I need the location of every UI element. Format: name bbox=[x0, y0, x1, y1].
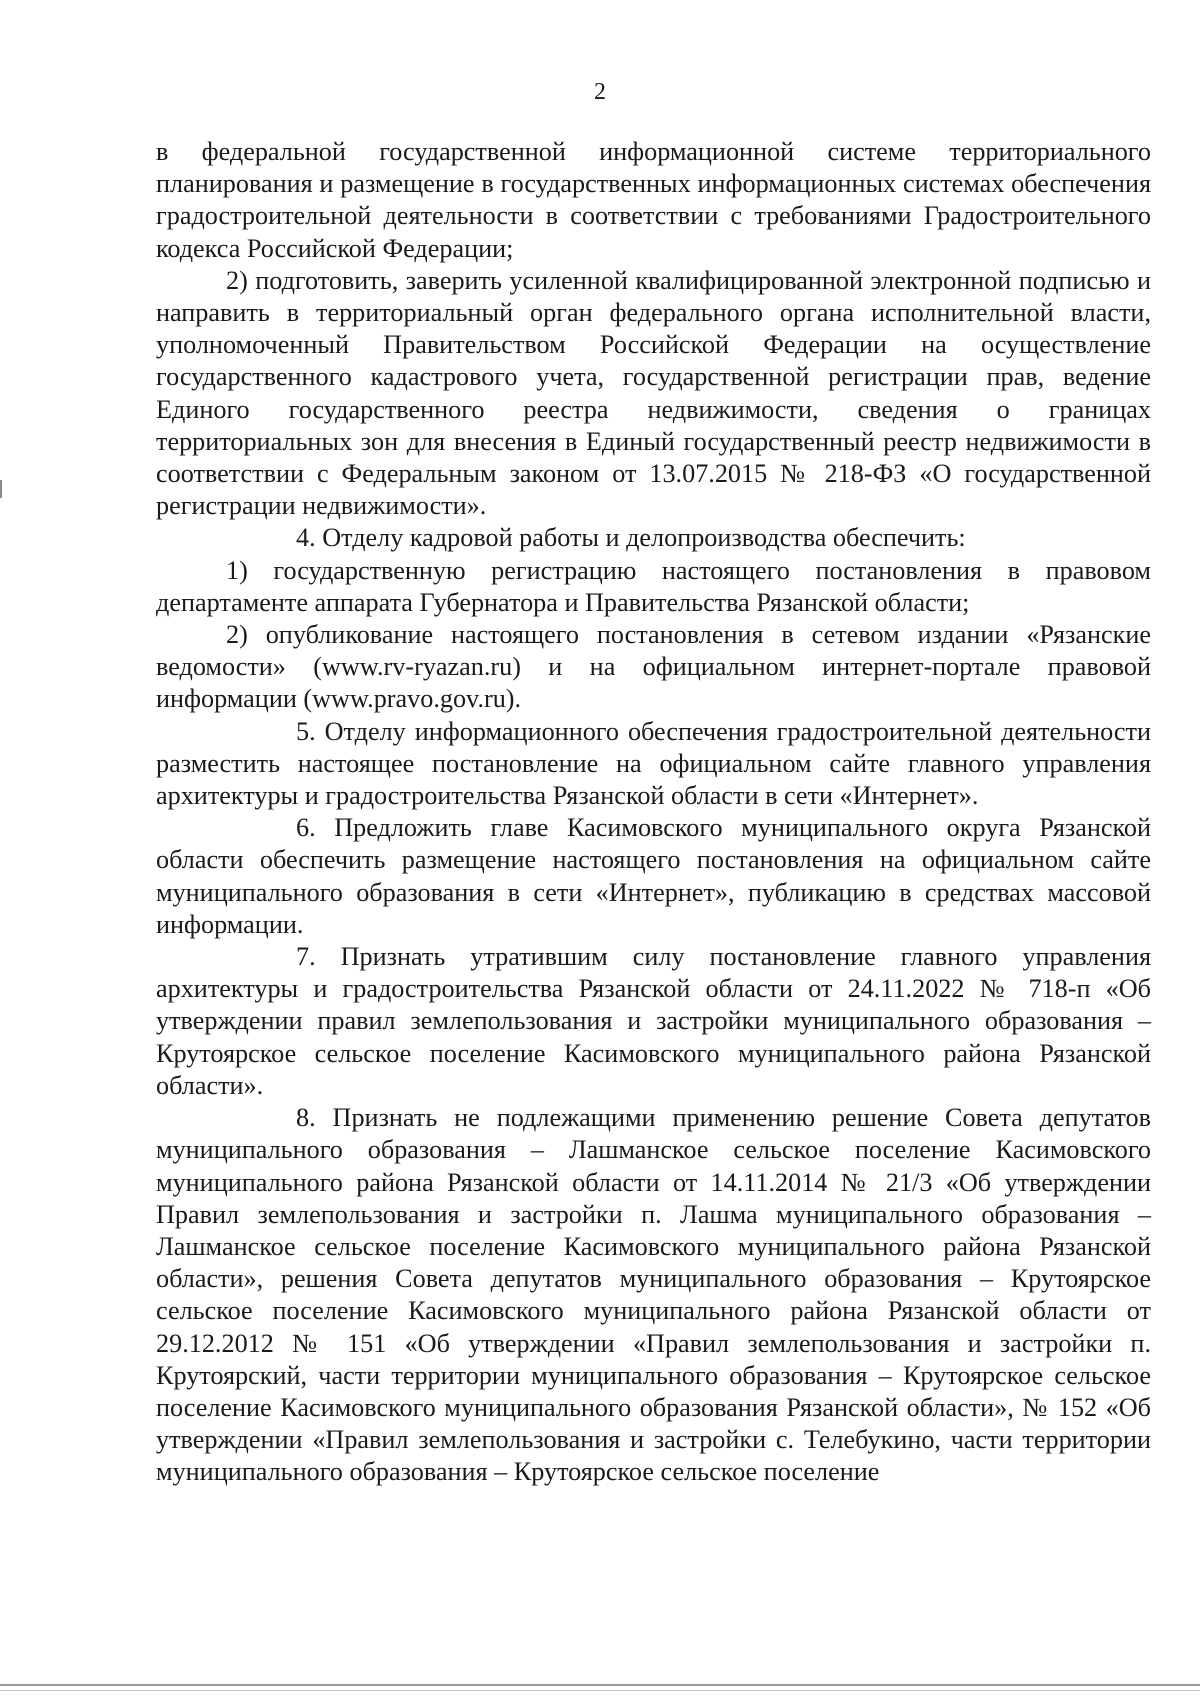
paragraph-subitem-1: 1) государственную регистрацию настоящего постановления в правовом департаменте аппарата Губернатора и Правительства Рязанской области; bbox=[156, 555, 1151, 617]
item-number: 7. bbox=[296, 942, 316, 972]
scan-bottom-edge-shadow bbox=[0, 1690, 1200, 1691]
paragraph-item-6 bbox=[156, 812, 1151, 941]
paragraph-item-7 bbox=[156, 941, 1151, 1102]
item-text: Предложить главе Касимовского муниципального округа Рязанской области обеспечить размещение настоящего постановления на официальном сайте муниципального образования в сети «Интернет», публикацию в средствах массовой информации. bbox=[156, 813, 1152, 939]
item-text: Признать утратившим силу постановление главного управления архитектуры и градостроительства Рязанской области от 24.11.2022 № 718-п «Об утверждении правил землепользования и застройки муниципального образования – Крутоярское сельское поселение Касимовского муниципального района Рязанской области». bbox=[156, 942, 1152, 1100]
page-number: 2 bbox=[594, 79, 606, 105]
paragraph-item-5 bbox=[156, 716, 1151, 813]
item-text: Отделу информационного обеспечения градостроительной деятельности разместить настоящее постановление на официальном сайте главного управления архитектуры и градостроительства Рязанской области в сети «Интернет». bbox=[156, 716, 1151, 811]
margin-mark bbox=[0, 480, 2, 498]
item-number: 6. bbox=[296, 813, 316, 843]
paragraph-item-8 bbox=[156, 1102, 1151, 1488]
paragraph-subitem-2b: 2) опубликование настоящего постановления в сетевом издании «Рязанские ведомости» (www.rv-ryazan.ru) и на официальном интернет-портале правовой информации (www.pravo.gov.ru). bbox=[156, 620, 1151, 714]
item-number: 4. bbox=[296, 523, 316, 553]
item-number: 8. bbox=[296, 1103, 316, 1133]
item-text: Признать не подлежащими применению решение Совета депутатов муниципального образования – Лашманское сельское поселение Касимовского муниципального района Рязанской области от 14.11.2014 № 21/3 «Об утверждении Правил землепользования и застройки п. Лашма муниципального образования – Лашманское сельское поселение Касимовского муниципального района Рязанской области», решения Совета депутатов муниципального образования – Крутоярское сельское поселение Касимовского муниципального района Рязанской области от 29.12.2012 № 151 «Об утверждении «Правил землепользования и застройки п. Крутоярский, части территории муниципального образования – Крутоярское сельское поселение Касимовского муниципального образования Рязанской области», № 152 «Об утверждении «Правил землепользования и застройки с. Телебукино, части территории муниципального образования – Крутоярское сельское поселение bbox=[156, 1103, 1151, 1487]
paragraph-item-4 bbox=[156, 522, 1151, 554]
item-text: Отделу кадровой работы и делопроизводства обеспечить: bbox=[322, 523, 966, 553]
document-body bbox=[156, 136, 1151, 1489]
paragraph-subitem-2: 2) подготовить, заверить усиленной квалифицированной электронной подписью и направить в территориальный орган федерального органа исполнительной власти, уполномоченный Правительством Российской Федерации на осуществление государственного кадастрового учета, государственной регистрации прав, ведение Единого государственного реестра недвижимости, сведения о границах территориальных зон для внесения в Единый государственный реестр недвижимости в соответствии с Федеральным законом от 13.07.2015 № 218-ФЗ «О государственной регистрации недвижимости». bbox=[156, 265, 1151, 521]
item-number: 5. bbox=[296, 716, 316, 746]
scan-bottom-edge bbox=[0, 1684, 1200, 1686]
paragraph-continuation: в федеральной государственной информационной системе территориального планирования и размещение в государственных информационных системах обеспечения градостроительной деятельности в соответствии с требованиями Градостроительного кодекса Российской Федерации; bbox=[156, 137, 1151, 263]
